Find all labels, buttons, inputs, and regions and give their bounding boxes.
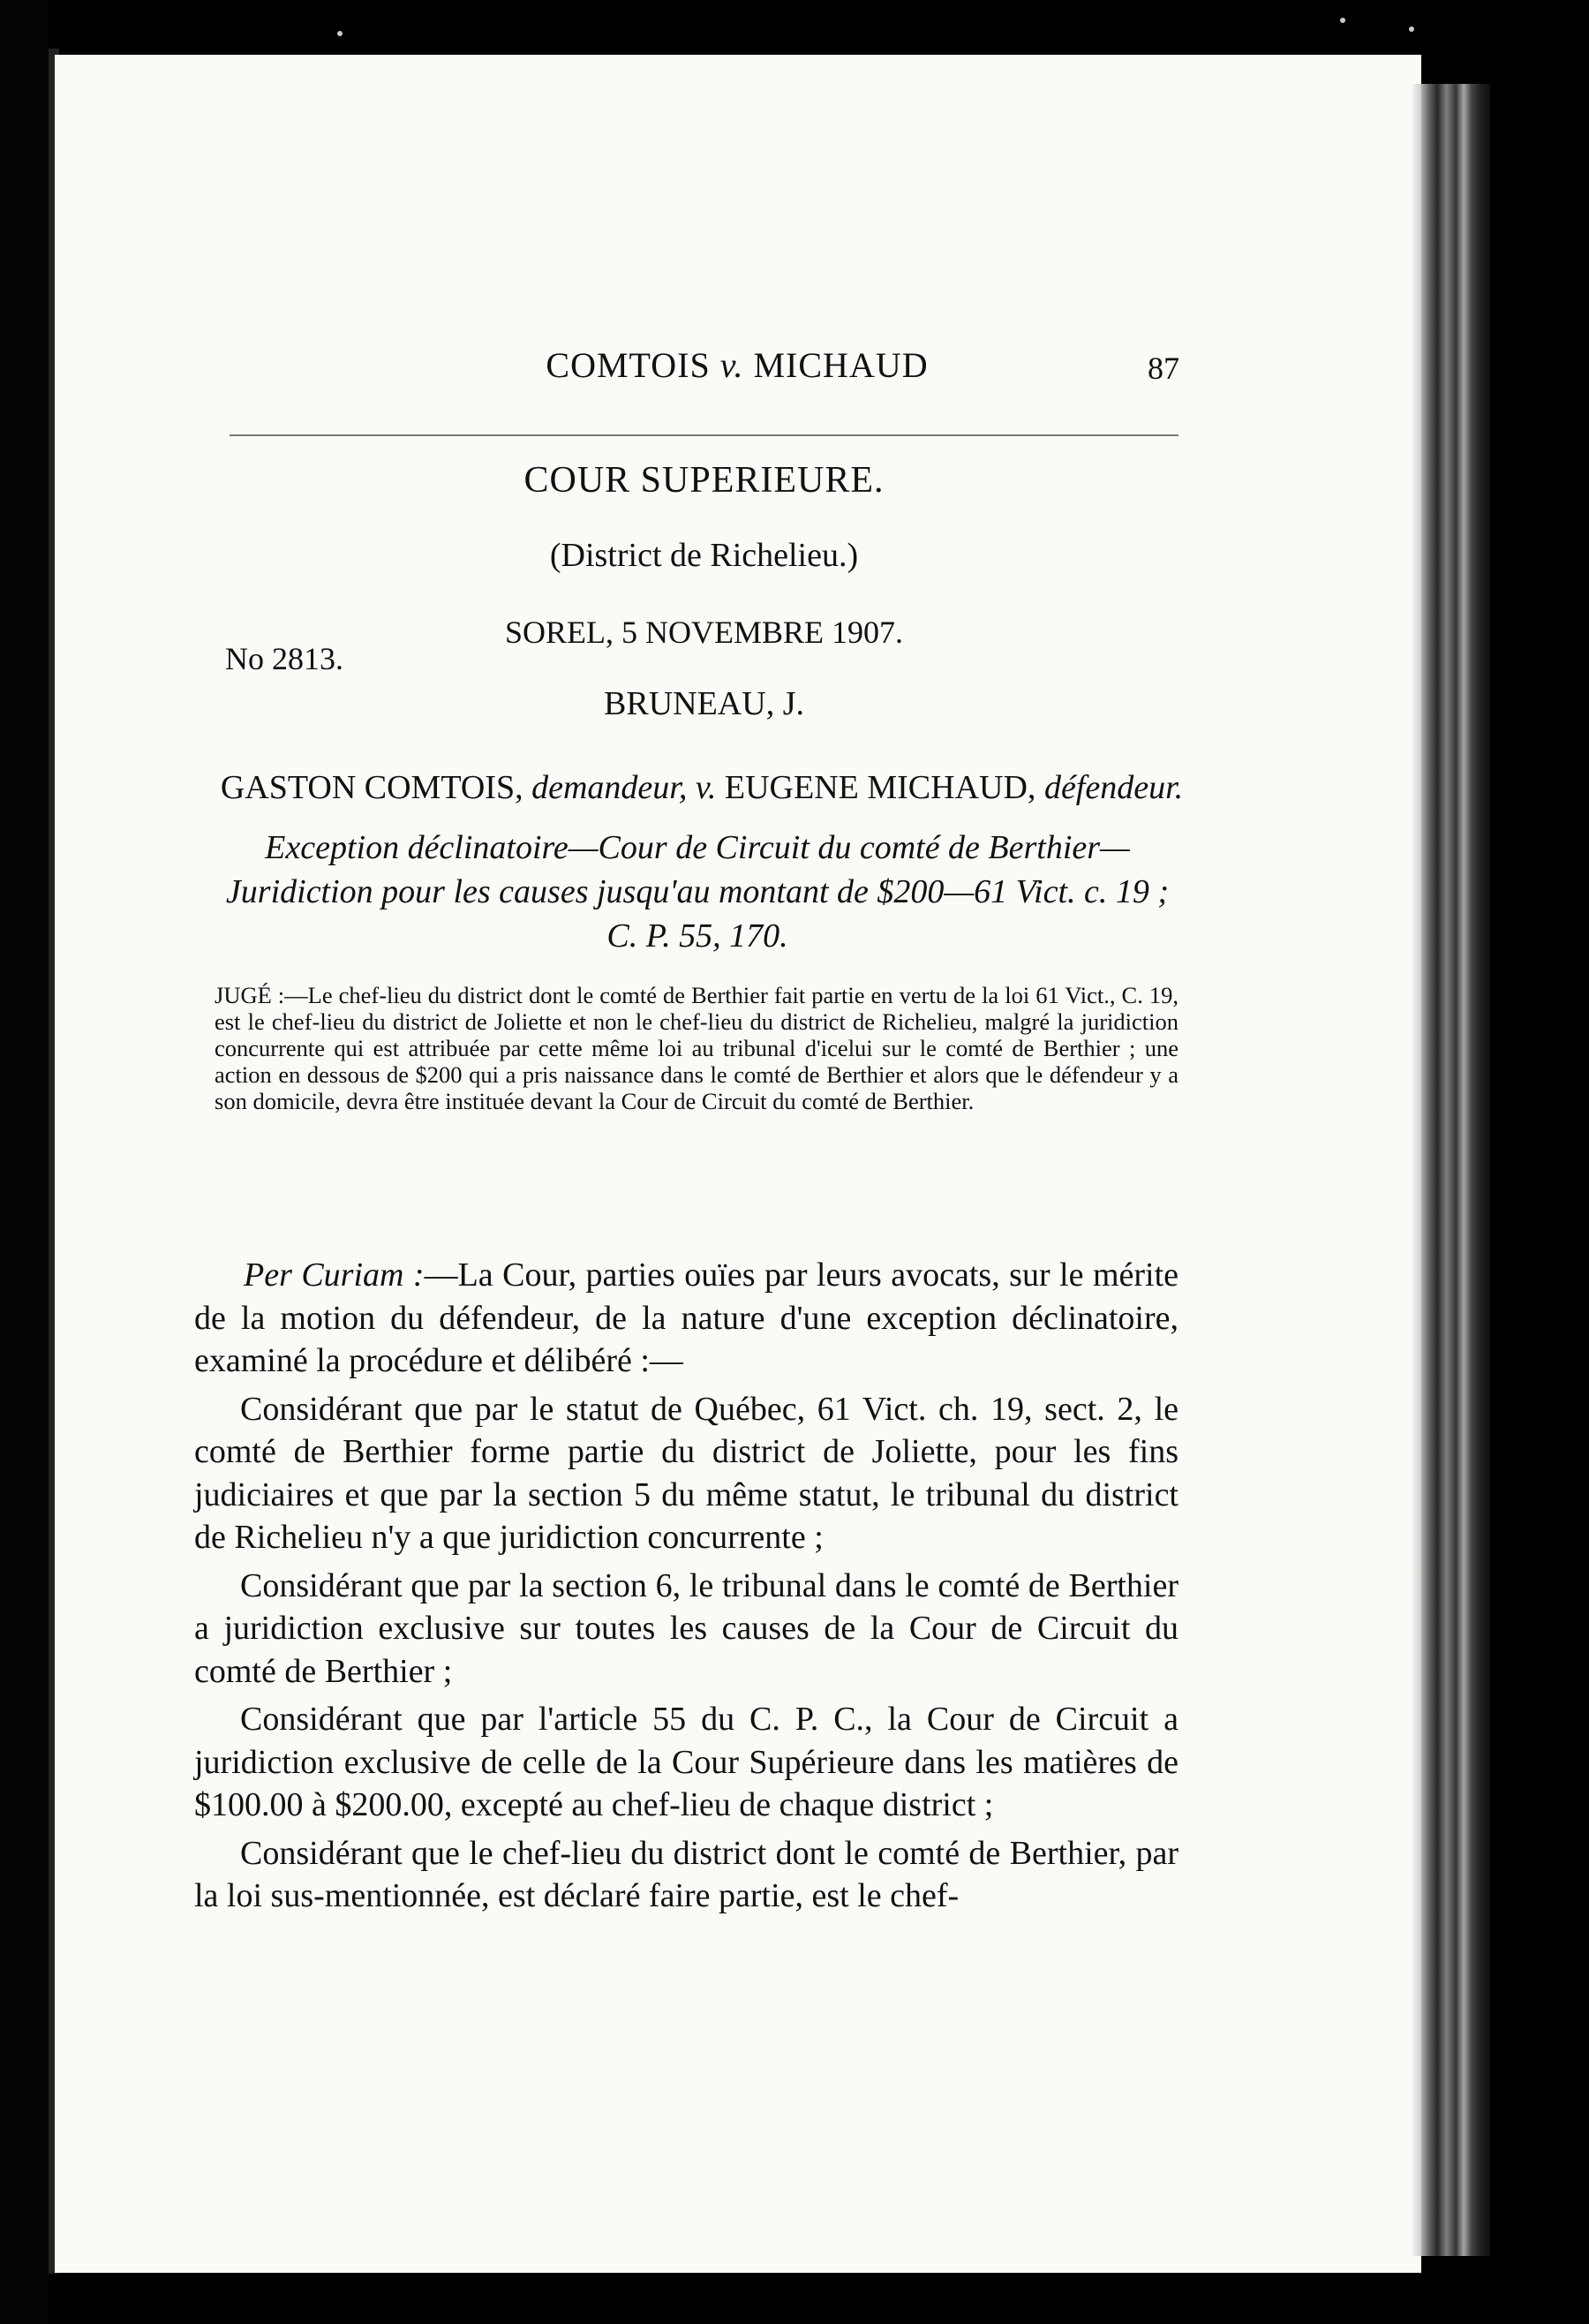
scan-speck bbox=[1409, 26, 1414, 32]
book-page bbox=[55, 55, 1421, 2273]
page-number: 87 bbox=[1148, 351, 1179, 386]
paragraph-3: Considérant que par la section 6, le tribunal dans le comté de Berthier a juridiction exclusive sur toutes les causes de la Cour de Circuit du comté de Berthier ; bbox=[194, 1566, 1179, 1690]
headnote: Exception déclinatoire—Cour de Circuit du comté de Berthier—Juridiction pour les causes jusqu'au montant de $200—61 Vict. c. 19 ; C. P. 55, 170. bbox=[225, 829, 1170, 954]
paragraph-5: Considérant que le chef-lieu du district dont le comté de Berthier, par la loi sus-mentionnée, est déclaré faire partie, est le chef- bbox=[194, 1834, 1179, 1914]
date-line: SOREL, 5 NOVEMBRE 1907. bbox=[504, 615, 904, 650]
header-rule bbox=[230, 434, 1179, 436]
holding-summary: JUGÉ :—Le chef-lieu du district dont le comté de Berthier fait partie en vertu de la loi 61 Vict., C. 19, est le chef-lieu du district de Joliette et non le chef-lieu du district de Richelieu, malgré la juridiction concurrente qui est attribuée par cette même loi au tribunal d'icelui sur le comté de Berthier ; une action en dessous de $200 qui a pris naissance dans le comté de Berthier et alors que le défendeur y a son domicile, devra être instituée devant la Cour de Circuit du comté de Berthier. bbox=[215, 982, 1179, 1114]
judge-line: BRUNEAU, J. bbox=[604, 685, 804, 722]
plaintiff-role: demandeur, bbox=[531, 769, 688, 806]
defendant-role: défendeur. bbox=[1043, 769, 1184, 806]
case-number: No 2813. bbox=[225, 641, 343, 676]
district-line: (District de Richelieu.) bbox=[549, 537, 859, 574]
scan-right-border bbox=[1490, 0, 1589, 2324]
court-title: COUR SUPERIEURE. bbox=[523, 460, 885, 501]
judgment-body bbox=[194, 1254, 1179, 1918]
running-head bbox=[441, 344, 1033, 386]
parties-line bbox=[216, 768, 1187, 807]
paragraph-1 bbox=[194, 1254, 1179, 1383]
running-head-versus: v. bbox=[719, 345, 744, 385]
versus: v. bbox=[695, 769, 717, 806]
page-stack-edge bbox=[1412, 84, 1490, 2256]
running-head-left: COMTOIS bbox=[546, 345, 711, 385]
defendant-name: EUGENE MICHAUD, bbox=[724, 769, 1036, 806]
scan-speck bbox=[1340, 18, 1345, 23]
plaintiff-name: GASTON COMTOIS, bbox=[220, 769, 523, 806]
scan-speck bbox=[337, 31, 343, 36]
paragraph-2: Considérant que par le statut de Québec, 61 Vict. ch. 19, sect. 2, le comté de Berthier forme partie du district de Joliette, pour les fins judiciaires et que par la section 5 du même statut, le tribunal du district de Richelieu n'y a que juridiction concurrente ; bbox=[194, 1390, 1179, 1556]
paragraph-4: Considérant que par l'article 55 du C. P. C., la Cour de Circuit a juridiction exclusive de celle de la Cour Supérieure dans les matières de $100.00 à $200.00, excepté au chef-lieu de chaque district ; bbox=[194, 1701, 1179, 1823]
paragraph-1-text: —La Cour, parties ouïes par leurs avocats, sur le mérite de la motion du défendeur, de la nature d'une exception déclinatoire, examiné la procédure et délibéré :— bbox=[194, 1256, 1179, 1379]
running-head-right: MICHAUD bbox=[753, 345, 929, 385]
scan-left-border bbox=[0, 0, 49, 2324]
per-curiam-label: Per Curiam : bbox=[244, 1256, 425, 1294]
